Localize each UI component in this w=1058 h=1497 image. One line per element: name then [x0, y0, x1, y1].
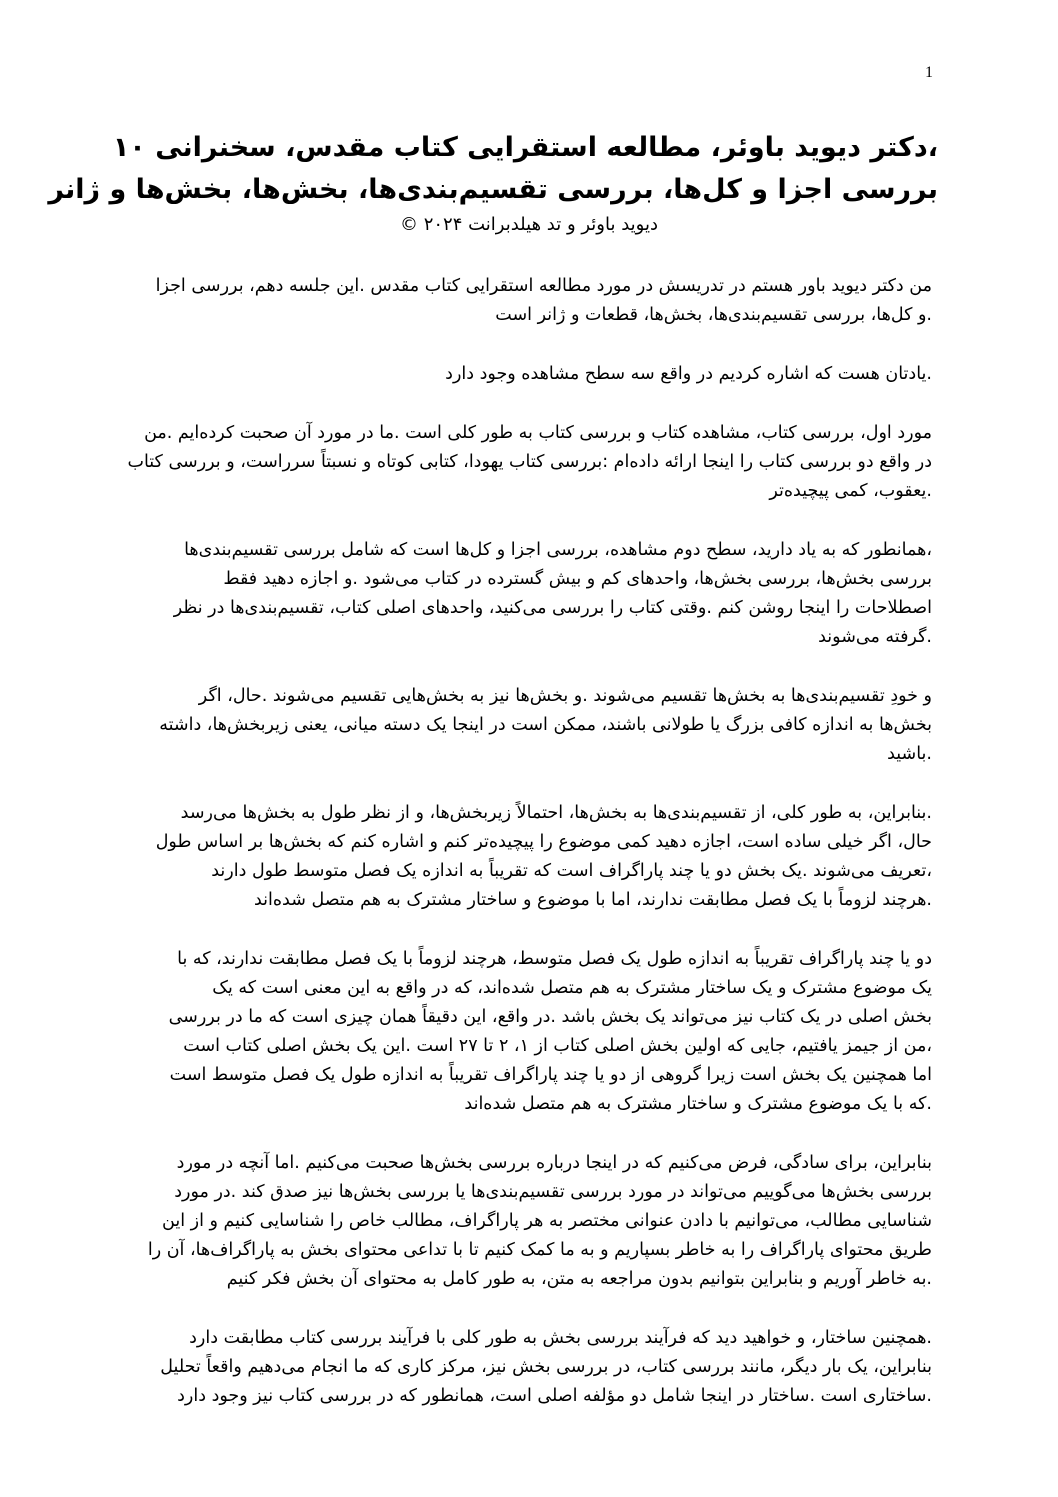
paragraph	[126, 272, 932, 330]
paragraph-line: و خودِ تقسیم‌بندی‌ها به بخش‌ها تقسیم می‌شوند .و بخش‌ها نیز به بخش‌هایی تقسیم می‌شوند .حال، اگر	[198, 686, 932, 706]
paragraph-line: یک موضوع مشترک و یک ساختار مشترک به هم متصل شده‌اند، که در واقع به این معنی است که یک	[212, 978, 932, 998]
paragraph-line: طریق محتوای پاراگراف را به خاطر بسپاریم و به ما کمک کنیم تا با تداعی محتوای بخش به پاراگراف‌ها، آن را	[147, 1240, 932, 1260]
paragraph-line: بخش‌ها به اندازه کافی بزرگ یا طولانی باشند، ممکن است در اینجا یک دسته میانی، یعنی زیربخش‌ها، داشته	[159, 715, 932, 735]
paragraph-line: .بنابراین، به طور کلی، از تقسیم‌بندی‌ها به بخش‌ها، احتمالاً زیربخش‌ها، و از نظر طول به بخش‌ها می‌رسد	[180, 803, 932, 823]
paragraph-line: اصطلاحات را اینجا روشن کنم .وقتی کتاب را بررسی می‌کنید، واحدهای اصلی کتاب، تقسیم‌بندی‌ها در نظر	[173, 598, 932, 618]
paragraph-line: دو یا چند پاراگراف تقریباً به اندازه طول یک فصل متوسط، هرچند لزوماً با یک فصل مطابقت ندارند، که با	[177, 949, 932, 969]
paragraph	[126, 1324, 932, 1411]
paragraph-line: در واقع دو بررسی کتاب را اینجا ارائه داده‌ام :بررسی کتاب یهودا، کتابی کوتاه و نسبتاً سرراست، و بررسی کتاب	[127, 452, 932, 472]
paragraph-line: .ساختاری است .ساختار در اینجا شامل دو مؤلفه اصلی است، همانطور که در بررسی کتاب نیز وجود دارد	[177, 1386, 932, 1406]
paragraph	[126, 682, 932, 769]
title-line-2: بررسی اجزا و کل‌ها، بررسی تقسیم‌بندی‌ها، بخش‌ها، بخش‌ها و ژانر	[48, 174, 938, 205]
paragraph	[126, 799, 932, 915]
paragraph-line: .یعقوب، کمی پیچیده‌تر	[769, 481, 932, 501]
paragraph-line: شناسایی مطالب، می‌توانیم با دادن عنوانی مختصر به هر پاراگراف، مطالب خاص را شناسایی کنیم و از این	[162, 1211, 932, 1231]
paragraph-line: بنابراین، برای سادگی، فرض می‌کنیم که در اینجا درباره بررسی بخش‌ها صحبت می‌کنیم .اما آنچه در مورد	[176, 1153, 932, 1173]
page-number: 1	[925, 64, 933, 81]
copyright-line: دیوید باوئر و تد هیلدبرانت ۲۰۲۴ ©	[399, 214, 659, 235]
title-line-1: ،دکتر دیوید باوئر، مطالعه استقرایی کتاب مقدس، سخنرانی ۱۰	[112, 132, 938, 163]
paragraph-line: حال، اگر خیلی ساده است، اجازه دهید کمی موضوع را پیچیده‌تر کنم و اشاره کنم که بخش‌ها بر اساس طول	[155, 832, 932, 852]
document-body	[126, 272, 932, 1441]
paragraph-line: اما همچنین یک بخش است زیرا گروهی از دو یا چند پاراگراف تقریباً به اندازه طول یک فصل متوسط است	[169, 1065, 932, 1085]
paragraph-line: .هرچند لزوماً با یک فصل مطابقت ندارند، اما با موضوع و ساختار مشترک به هم متصل شده‌اند	[253, 890, 932, 910]
paragraph-line: بنابراین، یک بار دیگر، مانند بررسی کتاب، در بررسی بخش نیز، مرکز کاری که ما انجام می‌دهیم واقعاً تحلیل	[160, 1357, 932, 1377]
paragraph	[126, 360, 932, 389]
paragraph	[126, 536, 932, 652]
paragraph	[126, 1149, 932, 1294]
paragraph-line: بررسی بخش‌ها می‌گوییم می‌تواند در مورد بررسی تقسیم‌بندی‌ها یا بررسی بخش‌ها نیز صدق کند .در مورد	[174, 1182, 932, 1202]
paragraph-line: .همچنین ساختار، و خواهید دید که فرآیند بررسی بخش به طور کلی با فرآیند بررسی کتاب مطابقت دارد	[189, 1328, 932, 1348]
paragraph-line: بررسی بخش‌ها، بررسی بخش‌ها، واحدهای کم و بیش گسترده در کتاب می‌شود .و اجازه دهید فقط	[223, 569, 932, 589]
paragraph-line: .که با یک موضوع مشترک و ساختار مشترک به هم متصل شده‌اند	[464, 1094, 932, 1114]
paragraph-line: .گرفته می‌شوند	[818, 627, 932, 647]
paragraph-line: .به خاطر آوریم و بنابراین بتوانیم بدون مراجعه به متن، به طور کامل به محتوای آن بخش فکر کنیم	[226, 1269, 932, 1289]
paragraph-line: ،تعریف می‌شوند .یک بخش دو یا چند پاراگراف است که تقریباً به اندازه یک فصل متوسط طول دارند	[211, 861, 932, 881]
paragraph-line: ،همانطور که به یاد دارید، سطح دوم مشاهده، بررسی اجزا و کل‌ها است که شامل بررسی تقسیم‌بندی‌ها	[184, 540, 932, 560]
paragraph-line: من دکتر دیوید باور هستم در تدریسش در مورد مطالعه استقرایی کتاب مقدس .این جلسه دهم، بررسی اجزا	[155, 276, 932, 296]
paragraph	[126, 945, 932, 1119]
paragraph-line: .باشید	[887, 744, 932, 764]
paragraph-line: .و کل‌ها، بررسی تقسیم‌بندی‌ها، بخش‌ها، قطعات و ژانر است	[495, 305, 932, 325]
paragraph-line: ،من از جیمز یافتیم، جایی که اولین بخش اصلی کتاب از ۱، ۲ تا ۲۷ است .این یک بخش اصلی کتاب است	[183, 1036, 932, 1056]
paragraph-line: بخش اصلی در یک کتاب نیز می‌تواند یک بخش باشد .در واقع، این دقیقاً همان چیزی است که ما در بررسی	[168, 1007, 932, 1027]
paragraph-line: مورد اول، بررسی کتاب، مشاهده کتاب و بررسی کتاب به طور کلی است .ما در مورد آن صحبت کرده‌ایم .من	[144, 423, 932, 443]
document-title-block	[48, 127, 938, 239]
paragraph-line: .یادتان هست که اشاره کردیم در واقع سه سطح مشاهده وجود دارد	[445, 364, 932, 384]
paragraph	[126, 419, 932, 506]
